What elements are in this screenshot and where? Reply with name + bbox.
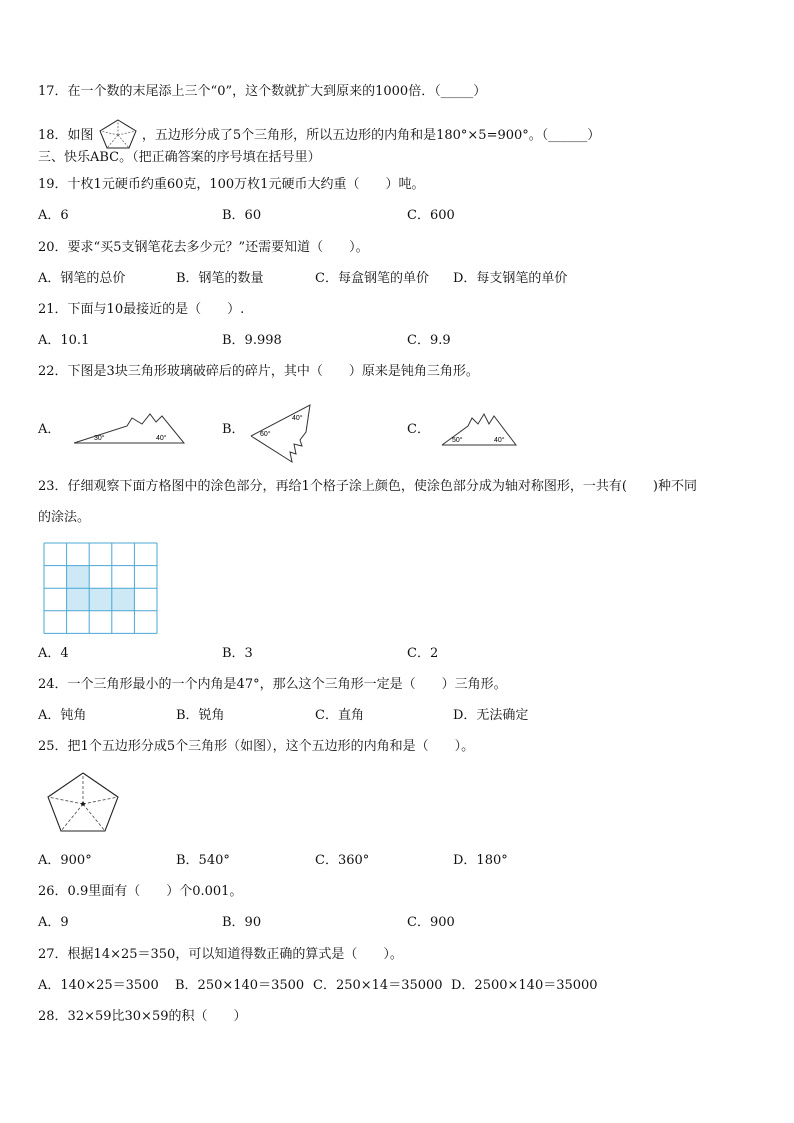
question-24: 24．一个三角形最小的一个内角是47°，那么这个三角形一定是（ ）三角形。 (38, 677, 507, 692)
angle-label: 40° (292, 415, 303, 422)
option-c: C． (407, 422, 430, 437)
option-d: D．每支钢笔的单价 (453, 271, 568, 286)
option-a: A．钢笔的总价 (38, 271, 126, 286)
option-b: B．3 (222, 646, 253, 661)
question-23-line2: 的涂法。 (38, 510, 91, 525)
question-17: 17．在一个数的末尾添上三个“0”，这个数就扩大到原来的1000倍．（_____） (38, 84, 487, 99)
angle-label: 50° (452, 437, 463, 444)
option-b: B．90 (222, 915, 262, 930)
triangle-fragment-a (72, 408, 187, 448)
option-a: A．900° (38, 853, 92, 868)
shaded-cell (67, 588, 90, 611)
option-a: A．6 (38, 208, 69, 223)
option-c: C．250×14＝35000 (313, 978, 443, 993)
angle-label: 60° (260, 431, 271, 438)
option-a: A．4 (38, 646, 69, 661)
square-grid-figure (43, 542, 159, 634)
question-21: 21．下面与10最接近的是（ ）. (38, 302, 245, 317)
option-b: B．250×140＝3500 (175, 978, 305, 993)
shaded-cell (89, 588, 112, 611)
triangle-fragment-b (248, 402, 316, 464)
angle-label: 40° (494, 437, 505, 444)
question-18 (38, 119, 600, 149)
question-27: 27．根据14×25＝350，可以知道得数正确的算式是（ ）。 (38, 947, 403, 962)
angle-label: 40° (156, 435, 167, 442)
option-d: D．180° (453, 853, 508, 868)
option-d: D．2500×140＝35000 (451, 978, 598, 993)
option-b: B．锐角 (176, 708, 225, 723)
option-c: C．600 (407, 208, 455, 223)
question-18-text: ，五边形分成了5个三角形，所以五边形的内角和是180°×5=900°。（______） (141, 128, 601, 143)
question-28: 28．32×59比30×59的积（ ） (38, 1009, 247, 1024)
question-18-prefix: 18．如图 (38, 128, 94, 143)
section-heading: 三、快乐ABC。（把正确答案的序号填在括号里） (38, 150, 321, 165)
option-b: B．9.998 (222, 333, 282, 348)
option-c: C．900 (407, 915, 455, 930)
option-b: B．钢笔的数量 (176, 271, 264, 286)
question-26: 26．0.9里面有（ ）个0.001。 (38, 884, 243, 899)
option-a: A． (38, 422, 61, 437)
question-20: 20．要求“买5支钢笔花去多少元？”还需要知道（ ）。 (38, 240, 369, 255)
option-c: C．9.9 (407, 333, 451, 348)
option-b: B．60 (222, 208, 262, 223)
option-a: A．10.1 (38, 333, 90, 348)
triangle-fragment-c (440, 410, 520, 450)
question-23-line1: 23．仔细观察下面方格图中的涂色部分，再给1个格子涂上颜色，使涂色部分成为轴对称图形，一共有( )种不同 (38, 479, 697, 494)
pentagon-figure-small (98, 119, 138, 149)
option-b: B．540° (176, 853, 230, 868)
shaded-cell (67, 566, 90, 589)
option-c: C．直角 (315, 708, 364, 723)
option-a: A．140×25＝3500 (38, 978, 159, 993)
option-a: A．钝角 (38, 708, 87, 723)
option-c: C．2 (407, 646, 439, 661)
shaded-cell (112, 588, 135, 611)
question-25: 25．把1个五边形分成5个三角形（如图），这个五边形的内角和是（ ）。 (38, 739, 475, 754)
option-d: D．无法确定 (453, 708, 529, 723)
option-c: C．360° (315, 853, 370, 868)
option-c: C．每盒钢笔的单价 (315, 271, 429, 286)
angle-label: 30° (94, 435, 105, 442)
option-b: B． (222, 422, 245, 437)
question-19: 19．十枚1元硬币约重60克，100万枚1元硬币大约重（ ）吨。 (38, 177, 425, 192)
option-a: A．9 (38, 915, 69, 930)
pentagon-figure (46, 771, 120, 833)
question-22: 22．下图是3块三角形玻璃破碎后的碎片，其中（ ）原来是钝角三角形。 (38, 364, 479, 379)
